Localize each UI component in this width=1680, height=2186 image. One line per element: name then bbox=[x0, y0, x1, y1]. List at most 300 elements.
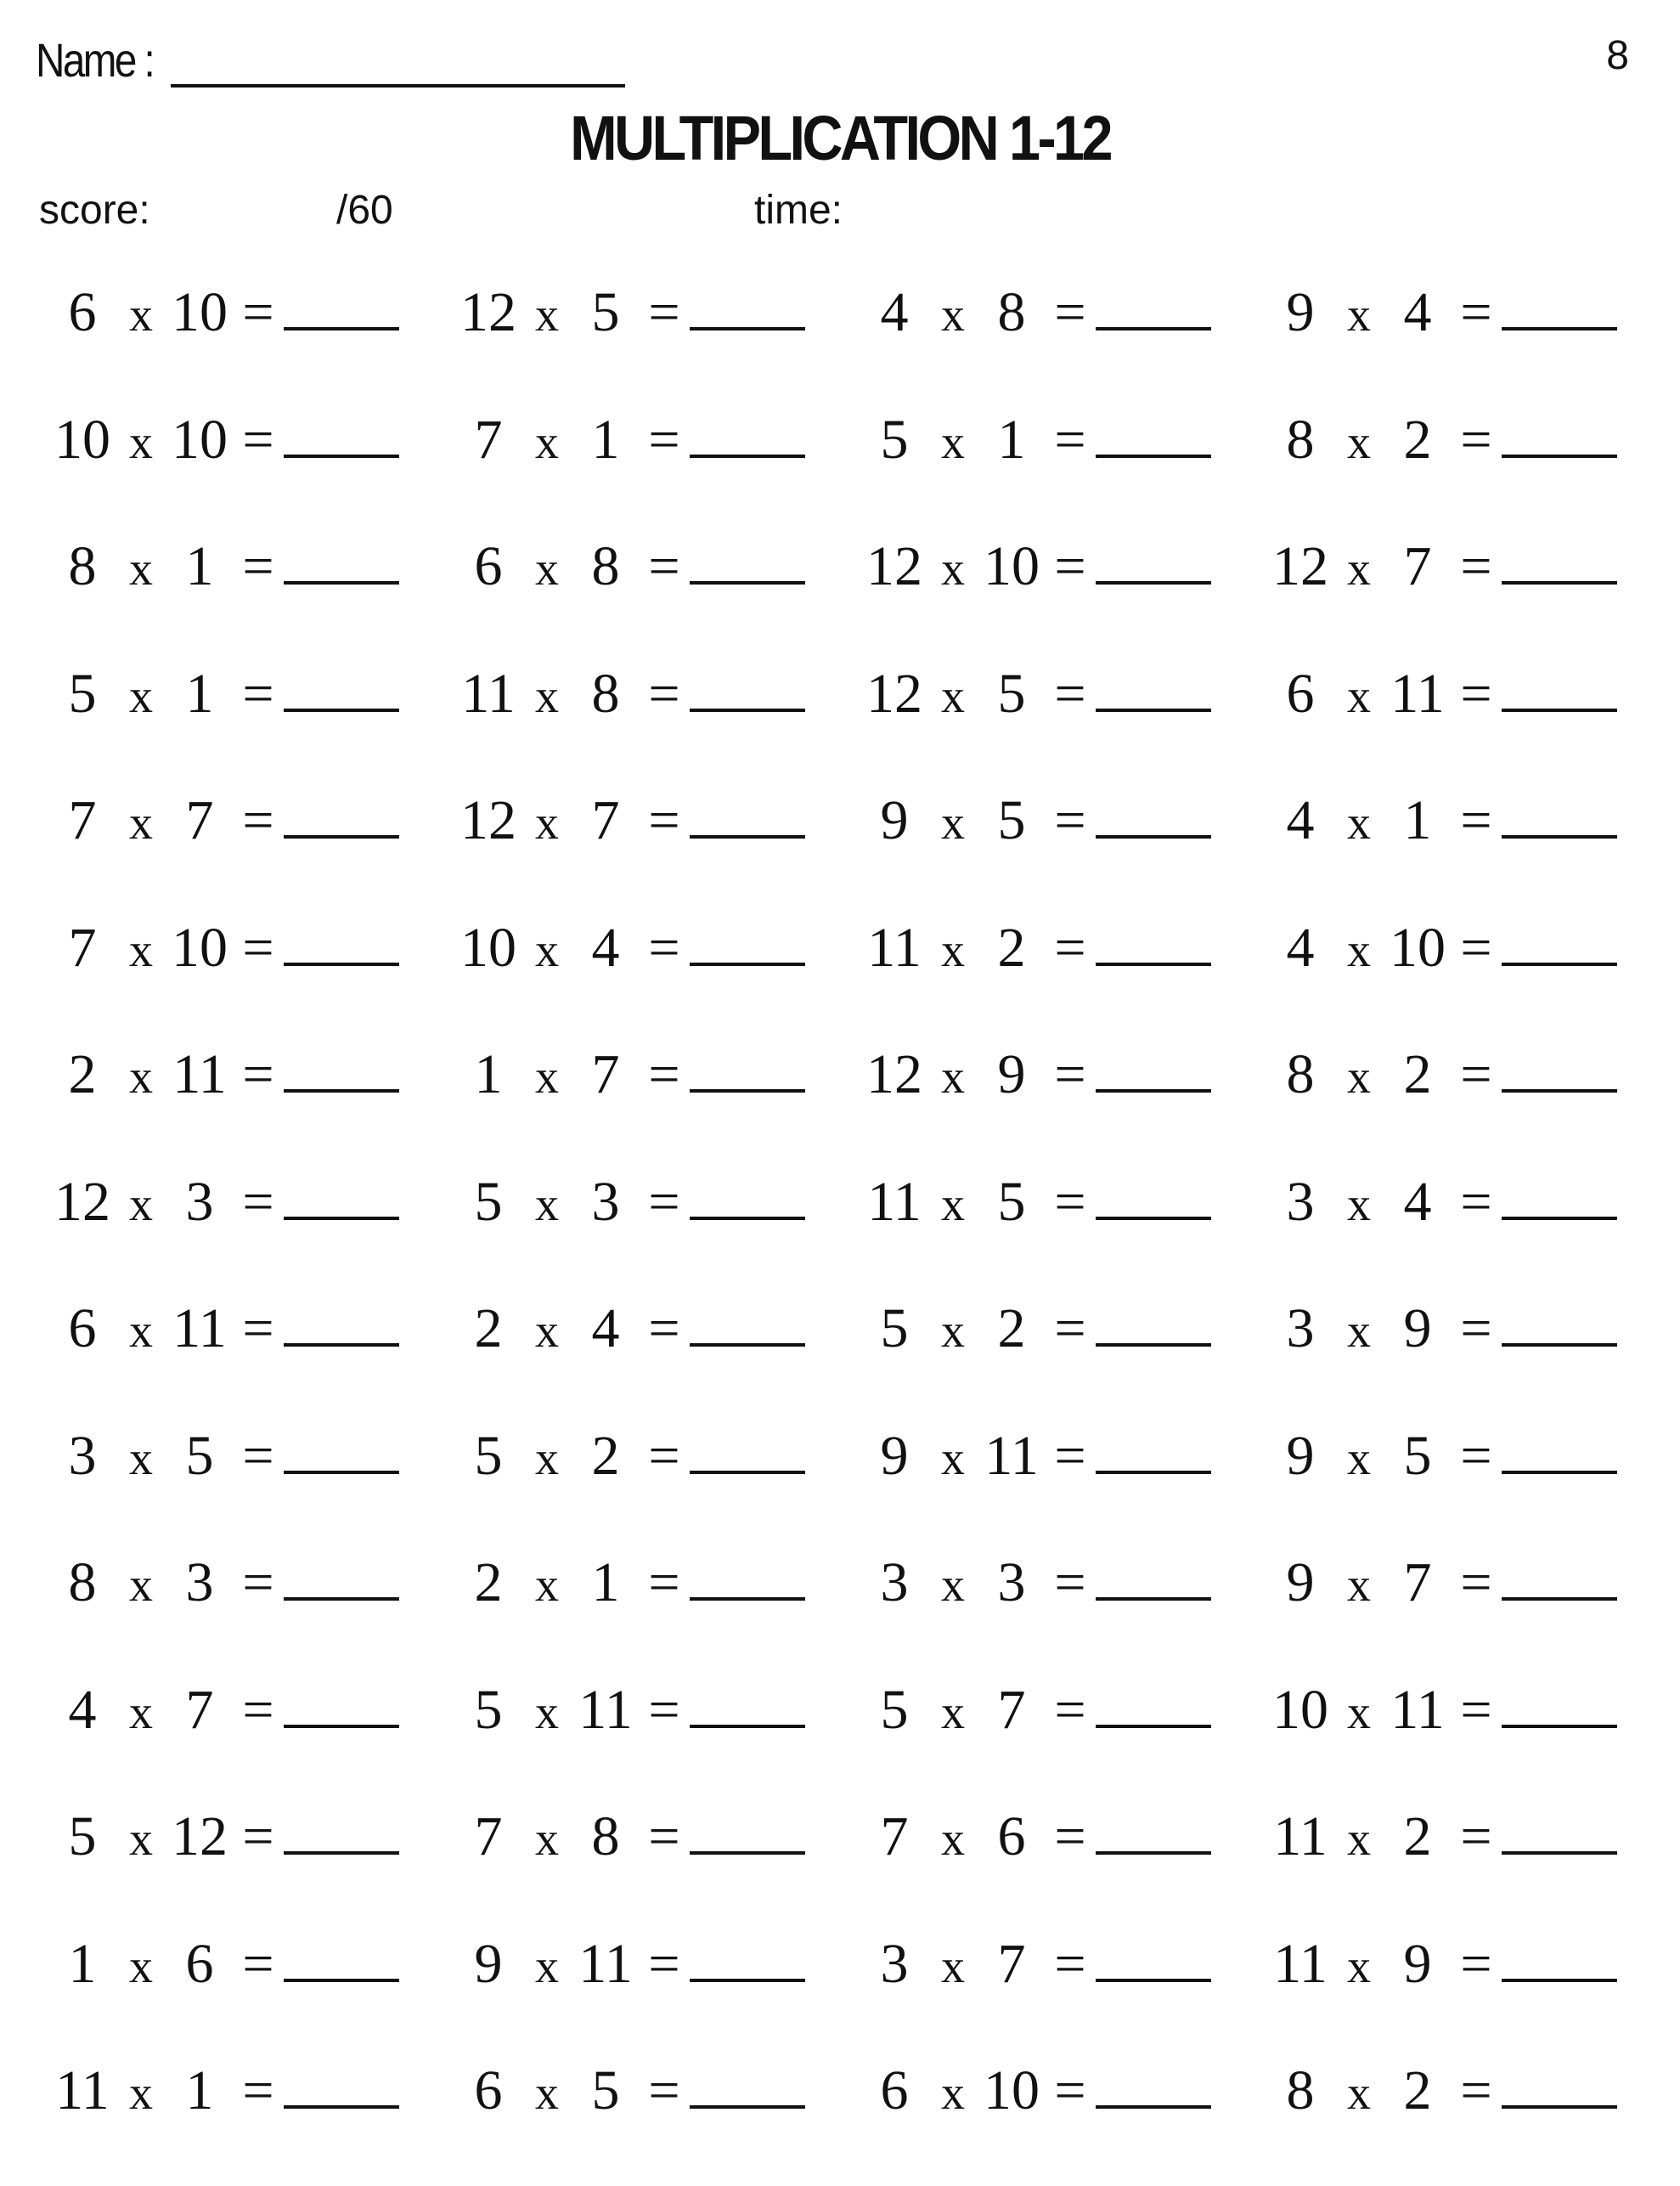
answer-blank[interactable] bbox=[690, 2071, 805, 2109]
times-sign: x bbox=[129, 797, 153, 850]
equals-sign: = bbox=[648, 789, 680, 851]
answer-blank[interactable] bbox=[284, 1563, 399, 1601]
times-sign: x bbox=[1347, 2067, 1371, 2120]
equals-sign: = bbox=[648, 662, 680, 725]
factor-b: 11 bbox=[578, 1932, 633, 1995]
name-field[interactable] bbox=[36, 32, 625, 88]
problem bbox=[1266, 662, 1672, 789]
answer-blank[interactable] bbox=[1502, 1183, 1617, 1220]
equals-sign: = bbox=[1460, 1678, 1492, 1741]
factor-a: 6 bbox=[68, 1297, 97, 1359]
equals-sign: = bbox=[648, 1805, 680, 1867]
answer-blank[interactable] bbox=[1096, 929, 1211, 966]
problem bbox=[454, 1932, 860, 2059]
times-sign: x bbox=[1347, 797, 1371, 850]
answer-blank[interactable] bbox=[690, 801, 805, 839]
answer-blank[interactable] bbox=[690, 547, 805, 585]
answer-blank[interactable] bbox=[1502, 547, 1617, 585]
equals-sign: = bbox=[648, 535, 680, 597]
factor-a: 3 bbox=[1286, 1170, 1315, 1233]
answer-blank[interactable] bbox=[1502, 1437, 1617, 1474]
answer-blank[interactable] bbox=[1502, 929, 1617, 966]
equals-sign: = bbox=[242, 1678, 274, 1741]
times-sign: x bbox=[535, 1559, 559, 1612]
factor-a: 8 bbox=[1286, 408, 1315, 471]
page-number: 8 bbox=[1606, 33, 1629, 78]
answer-blank[interactable] bbox=[1096, 1817, 1211, 1855]
equals-sign: = bbox=[1460, 916, 1492, 979]
problem bbox=[454, 2059, 860, 2186]
times-sign: x bbox=[1347, 543, 1371, 596]
factor-a: 8 bbox=[68, 1551, 97, 1613]
factor-a: 7 bbox=[68, 789, 97, 851]
problem bbox=[1266, 1805, 1672, 1932]
answer-blank[interactable] bbox=[1096, 2071, 1211, 2109]
factor-a: 5 bbox=[68, 1805, 97, 1867]
factor-a: 7 bbox=[474, 1805, 503, 1867]
factor-a: 9 bbox=[880, 1424, 909, 1487]
factor-a: 10 bbox=[54, 408, 110, 471]
name-label: Name : bbox=[36, 33, 154, 87]
factor-a: 2 bbox=[474, 1297, 503, 1359]
times-sign: x bbox=[1347, 1305, 1371, 1358]
answer-blank[interactable] bbox=[284, 421, 399, 458]
factor-a: 3 bbox=[68, 1424, 97, 1487]
answer-blank[interactable] bbox=[1502, 1945, 1617, 1982]
times-sign: x bbox=[941, 1940, 965, 1993]
equals-sign: = bbox=[648, 1551, 680, 1613]
problem bbox=[1266, 1042, 1672, 1170]
factor-a: 6 bbox=[880, 2059, 909, 2121]
problem bbox=[48, 662, 454, 789]
equals-sign: = bbox=[1460, 535, 1492, 597]
factor-a: 9 bbox=[1286, 1424, 1315, 1487]
equals-sign: = bbox=[1460, 1932, 1492, 1995]
factor-b: 9 bbox=[1403, 1297, 1432, 1359]
problem bbox=[1266, 1170, 1672, 1297]
problem bbox=[454, 1170, 860, 1297]
factor-a: 9 bbox=[1286, 281, 1315, 343]
problem bbox=[860, 1424, 1266, 1551]
answer-blank[interactable] bbox=[1502, 1691, 1617, 1728]
problem bbox=[48, 280, 454, 408]
problem bbox=[454, 280, 860, 408]
equals-sign: = bbox=[648, 916, 680, 979]
factor-a: 12 bbox=[54, 1170, 110, 1233]
problem bbox=[48, 1551, 454, 1678]
factor-b: 2 bbox=[1403, 1043, 1432, 1105]
factor-b: 9 bbox=[1403, 1932, 1432, 1995]
factor-a: 5 bbox=[880, 1297, 909, 1359]
equals-sign: = bbox=[242, 408, 274, 471]
equals-sign: = bbox=[242, 1170, 274, 1233]
equals-sign: = bbox=[648, 2059, 680, 2121]
factor-a: 5 bbox=[474, 1678, 503, 1741]
problem bbox=[454, 788, 860, 916]
factor-a: 5 bbox=[474, 1424, 503, 1487]
factor-a: 12 bbox=[460, 281, 516, 343]
factor-a: 11 bbox=[867, 1170, 922, 1233]
equals-sign: = bbox=[242, 2059, 274, 2121]
problem bbox=[1266, 2059, 1672, 2186]
times-sign: x bbox=[941, 1559, 965, 1612]
factor-b: 11 bbox=[984, 1424, 1039, 1487]
times-sign: x bbox=[1347, 669, 1371, 723]
equals-sign: = bbox=[1054, 789, 1086, 851]
answer-blank[interactable] bbox=[1502, 293, 1617, 330]
equals-sign: = bbox=[242, 1424, 274, 1487]
factor-b: 11 bbox=[172, 1043, 227, 1105]
times-sign: x bbox=[941, 797, 965, 850]
times-sign: x bbox=[941, 1686, 965, 1739]
factor-a: 9 bbox=[1286, 1551, 1315, 1613]
factor-b: 10 bbox=[984, 2059, 1040, 2121]
times-sign: x bbox=[129, 1686, 153, 1739]
problem bbox=[860, 1932, 1266, 2059]
equals-sign: = bbox=[648, 1170, 680, 1233]
equals-sign: = bbox=[242, 1805, 274, 1867]
problem bbox=[454, 916, 860, 1043]
problem bbox=[860, 2059, 1266, 2186]
factor-b: 4 bbox=[591, 916, 620, 979]
problem bbox=[860, 280, 1266, 408]
problem bbox=[1266, 408, 1672, 535]
answer-blank[interactable] bbox=[1502, 1817, 1617, 1855]
equals-sign: = bbox=[1460, 408, 1492, 471]
problem bbox=[48, 788, 454, 916]
answer-blank[interactable] bbox=[1096, 1183, 1211, 1220]
factor-b: 8 bbox=[591, 662, 620, 725]
answer-blank[interactable] bbox=[1096, 1945, 1211, 1982]
answer-blank[interactable] bbox=[690, 1945, 805, 1982]
answer-blank[interactable] bbox=[284, 801, 399, 839]
problem bbox=[1266, 916, 1672, 1043]
answer-blank[interactable] bbox=[690, 293, 805, 330]
factor-a: 9 bbox=[880, 789, 909, 851]
equals-sign: = bbox=[1054, 2059, 1086, 2121]
factor-a: 11 bbox=[867, 916, 922, 979]
factor-b: 6 bbox=[185, 1932, 214, 1995]
answer-blank[interactable] bbox=[690, 1183, 805, 1220]
factor-a: 8 bbox=[68, 535, 97, 597]
answer-blank[interactable] bbox=[284, 929, 399, 966]
times-sign: x bbox=[129, 543, 153, 596]
equals-sign: = bbox=[1054, 1424, 1086, 1487]
factor-b: 9 bbox=[997, 1043, 1026, 1105]
times-sign: x bbox=[941, 1178, 965, 1231]
factor-b: 3 bbox=[185, 1551, 214, 1613]
factor-b: 5 bbox=[591, 281, 620, 343]
answer-blank[interactable] bbox=[1502, 421, 1617, 458]
problem bbox=[48, 1678, 454, 1805]
times-sign: x bbox=[941, 1305, 965, 1358]
name-input-line[interactable] bbox=[171, 42, 625, 88]
factor-a: 11 bbox=[461, 662, 516, 725]
answer-blank[interactable] bbox=[1502, 1309, 1617, 1347]
equals-sign: = bbox=[242, 916, 274, 979]
factor-a: 6 bbox=[474, 535, 503, 597]
equals-sign: = bbox=[1054, 1297, 1086, 1359]
factor-a: 12 bbox=[866, 662, 922, 725]
factor-b: 4 bbox=[1403, 281, 1432, 343]
answer-blank[interactable] bbox=[690, 1691, 805, 1728]
equals-sign: = bbox=[242, 535, 274, 597]
factor-b: 8 bbox=[591, 535, 620, 597]
times-sign: x bbox=[1347, 1686, 1371, 1739]
factor-b: 5 bbox=[1403, 1424, 1432, 1487]
problem bbox=[1266, 280, 1672, 408]
factor-a: 6 bbox=[68, 281, 97, 343]
times-sign: x bbox=[941, 2067, 965, 2120]
factor-a: 5 bbox=[880, 408, 909, 471]
equals-sign: = bbox=[1054, 1043, 1086, 1105]
answer-blank[interactable] bbox=[1502, 1055, 1617, 1093]
equals-sign: = bbox=[242, 1297, 274, 1359]
problem bbox=[454, 662, 860, 789]
times-sign: x bbox=[941, 924, 965, 977]
answer-blank[interactable] bbox=[1096, 421, 1211, 458]
answer-blank[interactable] bbox=[284, 1691, 399, 1728]
problem bbox=[454, 1678, 860, 1805]
answer-blank[interactable] bbox=[1096, 801, 1211, 839]
time-label: time: bbox=[754, 188, 843, 233]
factor-a: 2 bbox=[68, 1043, 97, 1105]
times-sign: x bbox=[535, 1432, 559, 1485]
times-sign: x bbox=[1347, 1813, 1371, 1866]
answer-blank[interactable] bbox=[1502, 2071, 1617, 2109]
times-sign: x bbox=[129, 1178, 153, 1231]
factor-b: 5 bbox=[591, 2059, 620, 2121]
problem bbox=[1266, 1296, 1672, 1424]
problem bbox=[48, 534, 454, 662]
times-sign: x bbox=[129, 924, 153, 977]
factor-a: 3 bbox=[880, 1551, 909, 1613]
times-sign: x bbox=[1347, 1559, 1371, 1612]
problem bbox=[860, 1678, 1266, 1805]
times-sign: x bbox=[941, 543, 965, 596]
factor-a: 3 bbox=[1286, 1297, 1315, 1359]
factor-b: 3 bbox=[185, 1170, 214, 1233]
answer-blank[interactable] bbox=[1096, 675, 1211, 712]
problem bbox=[454, 1551, 860, 1678]
factor-b: 3 bbox=[591, 1170, 620, 1233]
factor-a: 12 bbox=[1272, 535, 1328, 597]
times-sign: x bbox=[1347, 924, 1371, 977]
problem bbox=[454, 1042, 860, 1170]
factor-b: 10 bbox=[1390, 916, 1446, 979]
times-sign: x bbox=[1347, 1432, 1371, 1485]
factor-b: 10 bbox=[172, 916, 228, 979]
answer-blank[interactable] bbox=[284, 1055, 399, 1093]
problem bbox=[454, 1424, 860, 1551]
times-sign: x bbox=[1347, 1940, 1371, 1993]
factor-b: 7 bbox=[185, 1678, 214, 1741]
factor-b: 6 bbox=[997, 1805, 1026, 1867]
factor-a: 5 bbox=[474, 1170, 503, 1233]
problem bbox=[454, 534, 860, 662]
times-sign: x bbox=[129, 669, 153, 723]
factor-a: 11 bbox=[1273, 1805, 1328, 1867]
answer-blank[interactable] bbox=[1502, 1563, 1617, 1601]
factor-b: 2 bbox=[591, 1424, 620, 1487]
times-sign: x bbox=[129, 1813, 153, 1866]
answer-blank[interactable] bbox=[284, 547, 399, 585]
factor-b: 1 bbox=[591, 408, 620, 471]
times-sign: x bbox=[535, 415, 559, 469]
answer-blank[interactable] bbox=[1096, 293, 1211, 330]
answer-blank[interactable] bbox=[1096, 1309, 1211, 1347]
problem bbox=[48, 1932, 454, 2059]
factor-b: 11 bbox=[172, 1297, 227, 1359]
equals-sign: = bbox=[1460, 281, 1492, 343]
factor-b: 7 bbox=[591, 1043, 620, 1105]
factor-b: 1 bbox=[185, 2059, 214, 2121]
equals-sign: = bbox=[1054, 662, 1086, 725]
equals-sign: = bbox=[1460, 1170, 1492, 1233]
answer-blank[interactable] bbox=[284, 1437, 399, 1474]
times-sign: x bbox=[535, 1686, 559, 1739]
times-sign: x bbox=[535, 1178, 559, 1231]
equals-sign: = bbox=[1054, 535, 1086, 597]
answer-blank[interactable] bbox=[1096, 1437, 1211, 1474]
factor-a: 3 bbox=[880, 1932, 909, 1995]
problem bbox=[860, 1296, 1266, 1424]
factor-a: 7 bbox=[474, 408, 503, 471]
times-sign: x bbox=[129, 415, 153, 469]
answer-blank[interactable] bbox=[1096, 1691, 1211, 1728]
problem bbox=[48, 916, 454, 1043]
equals-sign: = bbox=[242, 1043, 274, 1105]
times-sign: x bbox=[129, 289, 153, 342]
problem bbox=[48, 1296, 454, 1424]
equals-sign: = bbox=[648, 408, 680, 471]
answer-blank[interactable] bbox=[284, 1309, 399, 1347]
page-title: MULTIPLICATION 1-12 bbox=[570, 103, 1110, 173]
times-sign: x bbox=[535, 543, 559, 596]
answer-blank[interactable] bbox=[690, 1437, 805, 1474]
equals-sign: = bbox=[1054, 408, 1086, 471]
factor-b: 4 bbox=[591, 1297, 620, 1359]
answer-blank[interactable] bbox=[1096, 1055, 1211, 1093]
factor-a: 5 bbox=[68, 662, 97, 725]
answer-blank[interactable] bbox=[1502, 675, 1617, 712]
factor-b: 5 bbox=[185, 1424, 214, 1487]
problem bbox=[860, 1805, 1266, 1932]
problem bbox=[48, 1424, 454, 1551]
factor-b: 4 bbox=[1403, 1170, 1432, 1233]
factor-b: 7 bbox=[997, 1932, 1026, 1995]
times-sign: x bbox=[1347, 1178, 1371, 1231]
problem bbox=[860, 1170, 1266, 1297]
equals-sign: = bbox=[1460, 789, 1492, 851]
answer-blank[interactable] bbox=[284, 1817, 399, 1855]
equals-sign: = bbox=[1054, 916, 1086, 979]
answer-blank[interactable] bbox=[690, 1055, 805, 1093]
factor-b: 1 bbox=[185, 535, 214, 597]
equals-sign: = bbox=[648, 281, 680, 343]
equals-sign: = bbox=[1460, 2059, 1492, 2121]
times-sign: x bbox=[535, 797, 559, 850]
factor-b: 10 bbox=[172, 281, 228, 343]
factor-b: 10 bbox=[172, 408, 228, 471]
factor-b: 11 bbox=[1390, 662, 1445, 725]
equals-sign: = bbox=[648, 1678, 680, 1741]
equals-sign: = bbox=[1460, 1043, 1492, 1105]
equals-sign: = bbox=[648, 1932, 680, 1995]
times-sign: x bbox=[535, 1940, 559, 1993]
answer-blank[interactable] bbox=[284, 1945, 399, 1982]
factor-a: 4 bbox=[1286, 789, 1315, 851]
answer-blank[interactable] bbox=[690, 1309, 805, 1347]
times-sign: x bbox=[535, 924, 559, 977]
factor-b: 7 bbox=[997, 1678, 1026, 1741]
times-sign: x bbox=[129, 1305, 153, 1358]
factor-a: 4 bbox=[68, 1678, 97, 1741]
factor-b: 2 bbox=[1403, 2059, 1432, 2121]
answer-blank[interactable] bbox=[284, 2071, 399, 2109]
equals-sign: = bbox=[648, 1424, 680, 1487]
problem bbox=[48, 1042, 454, 1170]
factor-b: 11 bbox=[1390, 1678, 1445, 1741]
times-sign: x bbox=[129, 1940, 153, 1993]
problem-grid bbox=[48, 280, 1644, 2186]
problem bbox=[1266, 1932, 1672, 2059]
answer-blank[interactable] bbox=[690, 675, 805, 712]
problem bbox=[860, 534, 1266, 662]
answer-blank[interactable] bbox=[690, 421, 805, 458]
factor-b: 7 bbox=[1403, 1551, 1432, 1613]
answer-blank[interactable] bbox=[1096, 1563, 1211, 1601]
factor-b: 10 bbox=[984, 535, 1040, 597]
times-sign: x bbox=[941, 1051, 965, 1104]
equals-sign: = bbox=[242, 662, 274, 725]
times-sign: x bbox=[941, 1813, 965, 1866]
answer-blank[interactable] bbox=[1502, 801, 1617, 839]
problem bbox=[1266, 788, 1672, 916]
equals-sign: = bbox=[648, 1043, 680, 1105]
answer-blank[interactable] bbox=[284, 1183, 399, 1220]
factor-a: 11 bbox=[55, 2059, 110, 2121]
problem bbox=[454, 1296, 860, 1424]
answer-blank[interactable] bbox=[690, 1817, 805, 1855]
factor-b: 7 bbox=[185, 789, 214, 851]
factor-b: 5 bbox=[997, 662, 1026, 725]
equals-sign: = bbox=[242, 1551, 274, 1613]
problem bbox=[1266, 1424, 1672, 1551]
factor-b: 5 bbox=[997, 1170, 1026, 1233]
answer-blank[interactable] bbox=[690, 1563, 805, 1601]
equals-sign: = bbox=[1460, 1805, 1492, 1867]
factor-a: 12 bbox=[866, 1043, 922, 1105]
problem bbox=[48, 1170, 454, 1297]
problem bbox=[48, 1805, 454, 1932]
factor-a: 10 bbox=[1272, 1678, 1328, 1741]
factor-b: 12 bbox=[172, 1805, 228, 1867]
answer-blank[interactable] bbox=[284, 675, 399, 712]
answer-blank[interactable] bbox=[1096, 547, 1211, 585]
factor-b: 3 bbox=[997, 1551, 1026, 1613]
problem bbox=[860, 1551, 1266, 1678]
factor-a: 4 bbox=[1286, 916, 1315, 979]
factor-a: 2 bbox=[474, 1551, 503, 1613]
answer-blank[interactable] bbox=[690, 929, 805, 966]
times-sign: x bbox=[535, 1305, 559, 1358]
equals-sign: = bbox=[648, 1297, 680, 1359]
factor-a: 5 bbox=[880, 1678, 909, 1741]
factor-b: 1 bbox=[997, 408, 1026, 471]
factor-b: 1 bbox=[1403, 789, 1432, 851]
answer-blank[interactable] bbox=[284, 293, 399, 330]
